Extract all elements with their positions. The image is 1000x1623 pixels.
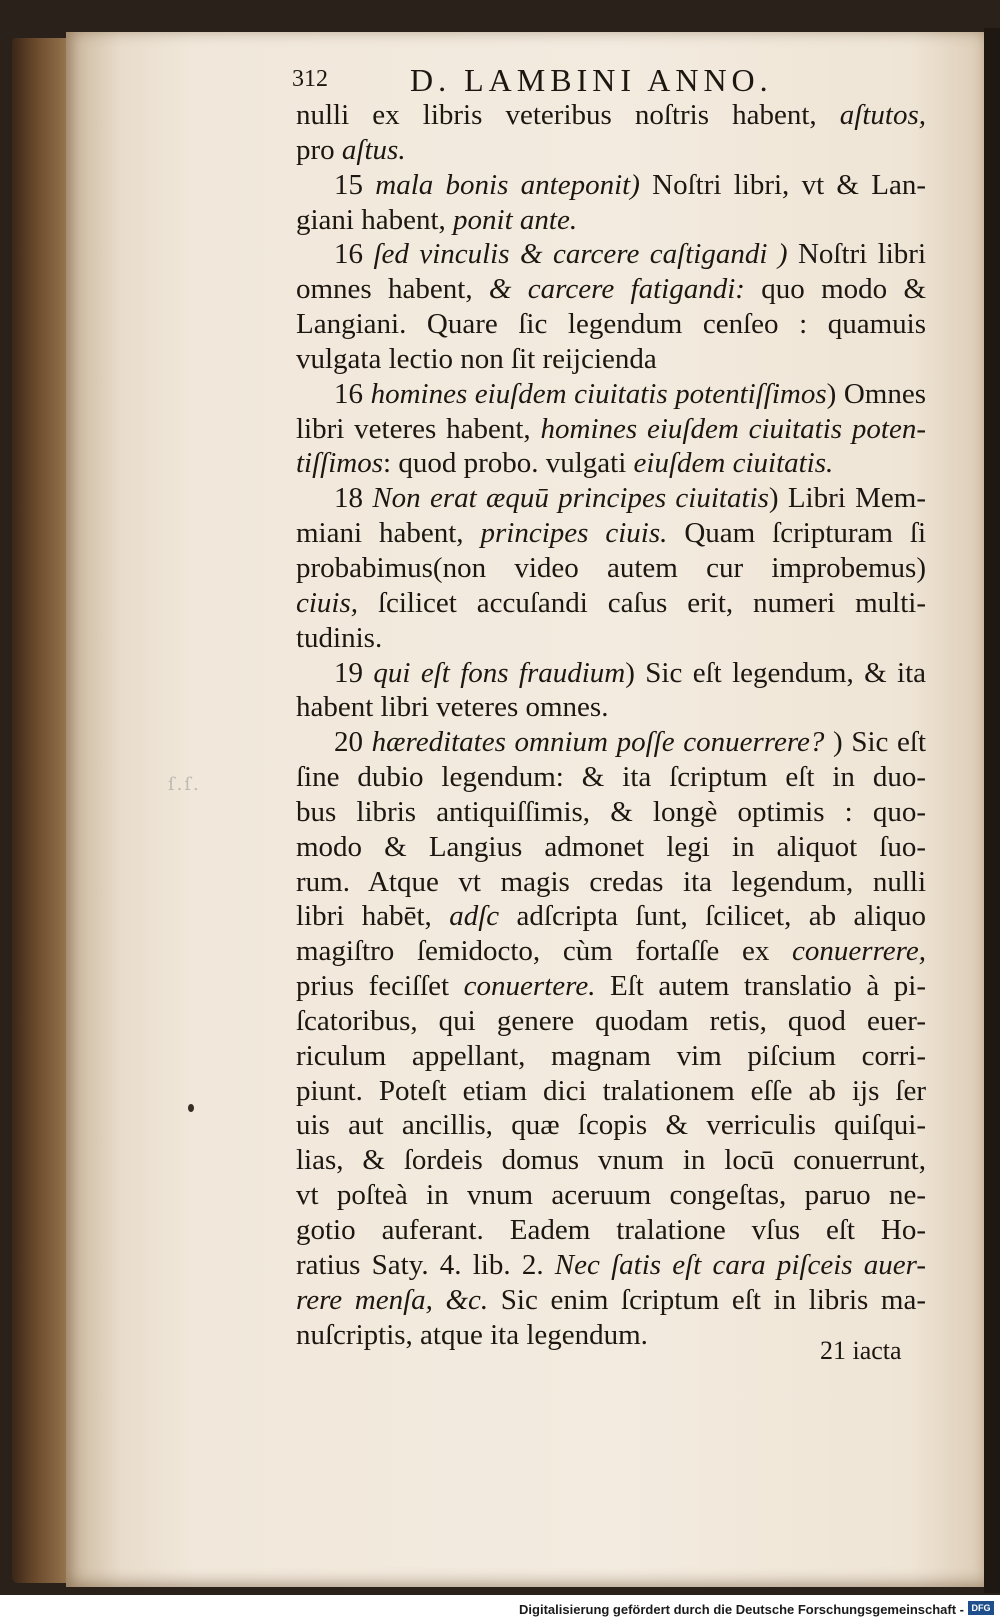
margin-ink-dot bbox=[188, 1104, 194, 1112]
text-run: ratius Saty. 4. lib. 2. bbox=[296, 1248, 555, 1281]
text-line bbox=[296, 934, 926, 969]
text-run: libri habēt, bbox=[296, 900, 450, 933]
italic-lemma: Non erat æquū principes ciuitatis bbox=[372, 482, 769, 515]
text-run: prius feciſſet bbox=[296, 970, 464, 1003]
text-run: nuſcriptis, atque ita legendum. bbox=[296, 1318, 648, 1351]
text-line bbox=[296, 551, 926, 586]
text-run: Eſt autem translatio à pi- bbox=[595, 970, 926, 1003]
text-line bbox=[296, 969, 926, 1004]
funding-credit: Digitalisierung gefördert durch die Deutsche Forschungsgemeinschaft - bbox=[519, 1602, 964, 1617]
body-text bbox=[296, 98, 926, 1352]
text-run: vulgata lectio non ſit reijcienda bbox=[296, 342, 657, 375]
text-line bbox=[296, 899, 926, 934]
text-line bbox=[296, 1178, 926, 1213]
text-line bbox=[296, 237, 926, 272]
italic-lemma: Nec ſatis eſt cara piſceis auer- bbox=[554, 1248, 926, 1281]
text-run: Noſtri libri bbox=[787, 238, 926, 271]
italic-lemma: & carcere fatigandi: bbox=[488, 273, 745, 306]
text-run: habent libri veteres omnes. bbox=[296, 691, 609, 724]
text-line bbox=[296, 98, 926, 133]
margin-annotation: ſ.ſ. bbox=[168, 774, 201, 795]
italic-lemma: homines eiuſdem ciuitatis potentiſſimos bbox=[370, 377, 827, 410]
italic-lemma: ciuis, bbox=[296, 586, 359, 619]
dfg-logo: DFG bbox=[968, 1601, 994, 1615]
text-run: miani habent, bbox=[296, 517, 481, 550]
text-line bbox=[296, 1039, 926, 1074]
italic-lemma: conuertere. bbox=[463, 970, 596, 1003]
text-line bbox=[296, 133, 926, 168]
text-run: ) Omnes bbox=[826, 377, 927, 410]
text-line bbox=[296, 830, 926, 865]
text-line bbox=[296, 412, 926, 447]
text-run: ) Sic eſt bbox=[824, 726, 927, 759]
text-run: ſine dubio legendum: & ita ſcriptum eſt in duo- bbox=[296, 761, 926, 794]
text-run: : quod probo. vulgati bbox=[383, 447, 634, 480]
text-run: 15 bbox=[334, 168, 376, 201]
text-line bbox=[296, 1004, 926, 1039]
text-line bbox=[296, 481, 926, 516]
italic-lemma: ponit ante. bbox=[453, 203, 578, 236]
italic-lemma: mala bonis anteponit) bbox=[375, 168, 640, 201]
digitization-footer bbox=[0, 1595, 1000, 1623]
text-line bbox=[296, 656, 926, 691]
text-run: magiſtro ſemidocto, cùm fortaſſe ex bbox=[296, 935, 793, 968]
text-run: Sic enim ſcriptum eſt in libris ma- bbox=[488, 1283, 926, 1316]
italic-lemma: aſtus. bbox=[341, 133, 406, 166]
text-line bbox=[296, 1283, 926, 1318]
italic-lemma: hæreditates omnium poſſe conuerrere? bbox=[371, 726, 825, 759]
italic-lemma: homines eiuſdem ciuitatis poten- bbox=[540, 412, 926, 445]
text-line bbox=[296, 1074, 926, 1109]
text-run: 18 bbox=[334, 482, 373, 515]
text-run: ſcilicet accuſandi caſus erit, numeri multi- bbox=[358, 586, 926, 619]
text-run: tudinis. bbox=[296, 621, 383, 654]
text-run: modo & Langius admonet legi in aliquot ſuo- bbox=[296, 830, 926, 863]
text-line bbox=[296, 272, 926, 307]
italic-lemma: tiſſimos bbox=[296, 447, 384, 480]
italic-lemma: eiuſdem ciuitatis. bbox=[633, 447, 834, 480]
text-run: rum. Atque vt magis credas ita legendum, nulli bbox=[296, 865, 926, 898]
text-line bbox=[296, 690, 926, 725]
text-line bbox=[296, 586, 926, 621]
text-run: Noſtri libri, vt & Lan- bbox=[639, 168, 926, 201]
text-line bbox=[296, 342, 926, 377]
text-line bbox=[296, 1143, 926, 1178]
text-run: 16 bbox=[334, 238, 374, 271]
text-line bbox=[296, 760, 926, 795]
text-run: uis aut ancillis, quæ ſcopis & verriculis quiſqui- bbox=[296, 1109, 926, 1142]
text-run: quo modo & bbox=[744, 273, 927, 306]
text-run: libri veteres habent, bbox=[296, 412, 541, 445]
text-run: gotio auferant. Eadem tralatione vſus eſt Ho- bbox=[296, 1214, 926, 1246]
text-line bbox=[296, 795, 926, 830]
italic-lemma: qui eſt fons fraudium bbox=[373, 656, 626, 689]
text-run: pro bbox=[296, 133, 342, 166]
catchword: 21 iacta bbox=[820, 1336, 902, 1365]
text-line bbox=[296, 307, 926, 342]
text-run: Langiani. Quare ſic legendum cenſeo : quamuis bbox=[296, 308, 926, 341]
text-run: ) Sic eſt legendum, & ita bbox=[625, 656, 927, 689]
italic-lemma: rere menſa, &c. bbox=[296, 1283, 489, 1316]
text-run: giani habent, bbox=[296, 203, 454, 236]
text-run: 19 bbox=[334, 656, 374, 689]
running-head: D. LAMBINI ANNO. bbox=[410, 62, 773, 98]
page-number: 312 bbox=[292, 66, 328, 92]
italic-lemma: aſtutos, bbox=[839, 99, 926, 131]
text-run: omnes habent, bbox=[296, 273, 489, 306]
text-line bbox=[296, 446, 926, 481]
text-line bbox=[296, 1213, 926, 1248]
text-line bbox=[296, 725, 926, 760]
italic-lemma: conuerrere, bbox=[792, 935, 926, 968]
text-run: vt poſteà in vnum aceruum congeſtas, paruo ne- bbox=[296, 1179, 926, 1212]
italic-lemma: ſed vinculis & carcere caſtigandi ) bbox=[373, 238, 788, 271]
text-run: adſcripta ſunt, ſcilicet, ab aliquo bbox=[499, 900, 926, 933]
page-header bbox=[292, 62, 922, 102]
text-run: Quam ſcripturam ſi bbox=[667, 517, 926, 550]
book-gutter bbox=[984, 28, 1000, 1593]
text-run: ſcatoribus, qui genere quodam retis, quod euer- bbox=[296, 1004, 926, 1037]
text-line bbox=[296, 203, 926, 238]
text-run: probabimus(non video autem cur improbemus) bbox=[296, 551, 926, 584]
text-line bbox=[296, 1108, 926, 1143]
text-run: lias, & ſordeis domus vnum in locū conuerrunt, bbox=[296, 1144, 926, 1177]
italic-lemma: principes ciuis. bbox=[480, 517, 668, 550]
italic-lemma: adſc bbox=[449, 900, 500, 933]
text-run: bus libris antiquiſſimis, & longè optimis : quo- bbox=[296, 795, 926, 828]
text-line bbox=[296, 516, 926, 551]
text-run: 16 bbox=[334, 377, 371, 410]
text-line bbox=[296, 168, 926, 203]
text-line bbox=[296, 865, 926, 900]
text-run: 20 bbox=[334, 726, 372, 759]
text-run: nulli ex libris veteribus noſtris habent, bbox=[296, 99, 840, 131]
text-line bbox=[296, 1248, 926, 1283]
text-line bbox=[296, 621, 926, 656]
text-line bbox=[296, 377, 926, 412]
text-run: ) Libri Mem- bbox=[768, 482, 927, 515]
text-run: piunt. Poteſt etiam dici tralationem eſſe ab ijs ſer bbox=[296, 1074, 926, 1107]
text-run: riculum appellant, magnam vim piſcium corri- bbox=[296, 1039, 926, 1072]
